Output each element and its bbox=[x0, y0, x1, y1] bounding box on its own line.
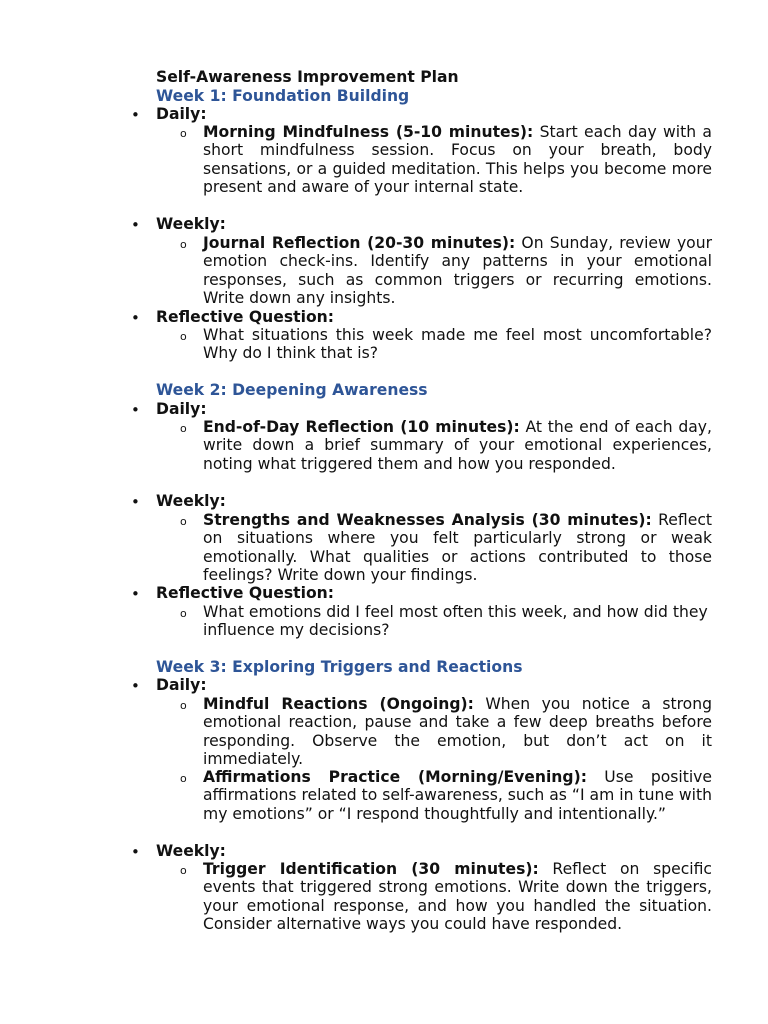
item-text: Reflect on situations where you felt particularly strong or weak emotionally. What qualities or actions contributed to those feelings? Write down your findings. bbox=[203, 511, 713, 584]
week-3-daily-label: Daily: bbox=[156, 676, 207, 694]
item-text: At the end of each day, write down a brief summary of your emotional experiences, noting what triggered them and how you responded. bbox=[203, 418, 712, 473]
item-text: Reflect on specific events that triggered strong emotions. Write down the triggers, your emotional response, and how you handled the situation. Consider alternative ways you could have responded. bbox=[203, 860, 712, 933]
bullet-marker: • bbox=[131, 493, 140, 511]
week-3-daily-item bbox=[203, 768, 712, 823]
week-1-heading: Week 1: Foundation Building bbox=[156, 87, 410, 105]
bullet-marker: • bbox=[131, 309, 140, 327]
item-lead: Strengths and Weaknesses Analysis (30 minutes): bbox=[203, 511, 652, 529]
week-3-weekly-item bbox=[203, 860, 712, 933]
week-2-weekly-label: Weekly: bbox=[156, 492, 226, 510]
item-text: Use positive affirmations related to self-awareness, such as “I am in tune with my emotions” or “I respond thoughtfully and intentionally.” bbox=[203, 768, 712, 823]
sub-bullet-marker: o bbox=[180, 699, 187, 712]
week-2-heading: Week 2: Deepening Awareness bbox=[156, 381, 428, 399]
bullet-marker: • bbox=[131, 843, 140, 861]
week-3-heading: Week 3: Exploring Triggers and Reactions bbox=[156, 658, 523, 676]
item-text: What situations this week made me feel most uncomfortable? Why do I think that is? bbox=[203, 326, 712, 363]
week-1-weekly-item bbox=[203, 234, 712, 307]
week-2-daily-label: Daily: bbox=[156, 400, 207, 418]
item-lead: Trigger Identification (30 minutes): bbox=[203, 860, 539, 878]
sub-bullet-marker: o bbox=[180, 330, 187, 343]
bullet-marker: • bbox=[131, 585, 140, 603]
bullet-marker: • bbox=[131, 677, 140, 695]
week-1-daily-label: Daily: bbox=[156, 105, 207, 123]
sub-bullet-marker: o bbox=[180, 772, 187, 785]
item-lead: Mindful Reactions (Ongoing): bbox=[203, 695, 474, 713]
week-1-reflective-label: Reflective Question: bbox=[156, 308, 334, 326]
week-1-daily-item bbox=[203, 123, 712, 196]
bullet-marker: • bbox=[131, 216, 140, 234]
item-lead: Morning Mindfulness (5-10 minutes): bbox=[203, 123, 534, 141]
week-1-reflective-item bbox=[203, 326, 712, 363]
item-text: Start each day with a short mindfulness session. Focus on your breath, body sensations, or a guided meditation. This helps you become more present and aware of your internal state. bbox=[203, 123, 712, 196]
week-2-weekly-item bbox=[203, 511, 712, 584]
bullet-marker: • bbox=[131, 106, 140, 124]
sub-bullet-marker: o bbox=[180, 422, 187, 435]
item-text: When you notice a strong emotional reaction, pause and take a few deep breaths before responding. Observe the emotion, but don’t act on it immediately. bbox=[203, 695, 713, 768]
item-lead: End-of-Day Reflection (10 minutes): bbox=[203, 418, 520, 436]
week-1-weekly-label: Weekly: bbox=[156, 215, 226, 233]
week-2-daily-item bbox=[203, 418, 712, 473]
sub-bullet-marker: o bbox=[180, 864, 187, 877]
sub-bullet-marker: o bbox=[180, 515, 187, 528]
document-title: Self-Awareness Improvement Plan bbox=[156, 68, 459, 86]
item-lead: Affirmations Practice (Morning/Evening): bbox=[203, 768, 587, 786]
item-text: On Sunday, review your emotion check-ins. Identify any patterns in your emotional responses, such as common triggers or recurring emotions. Write down any insights. bbox=[203, 234, 713, 307]
item-lead: Journal Reflection (20-30 minutes): bbox=[203, 234, 516, 252]
sub-bullet-marker: o bbox=[180, 127, 187, 140]
week-2-reflective-item bbox=[203, 603, 712, 640]
week-2-reflective-label: Reflective Question: bbox=[156, 584, 334, 602]
week-3-weekly-label: Weekly: bbox=[156, 842, 226, 860]
sub-bullet-marker: o bbox=[180, 238, 187, 251]
bullet-marker: • bbox=[131, 401, 140, 419]
sub-bullet-marker: o bbox=[180, 607, 187, 620]
item-text: What emotions did I feel most often this week, and how did they influence my decisions? bbox=[203, 603, 708, 640]
week-3-daily-item bbox=[203, 695, 712, 768]
